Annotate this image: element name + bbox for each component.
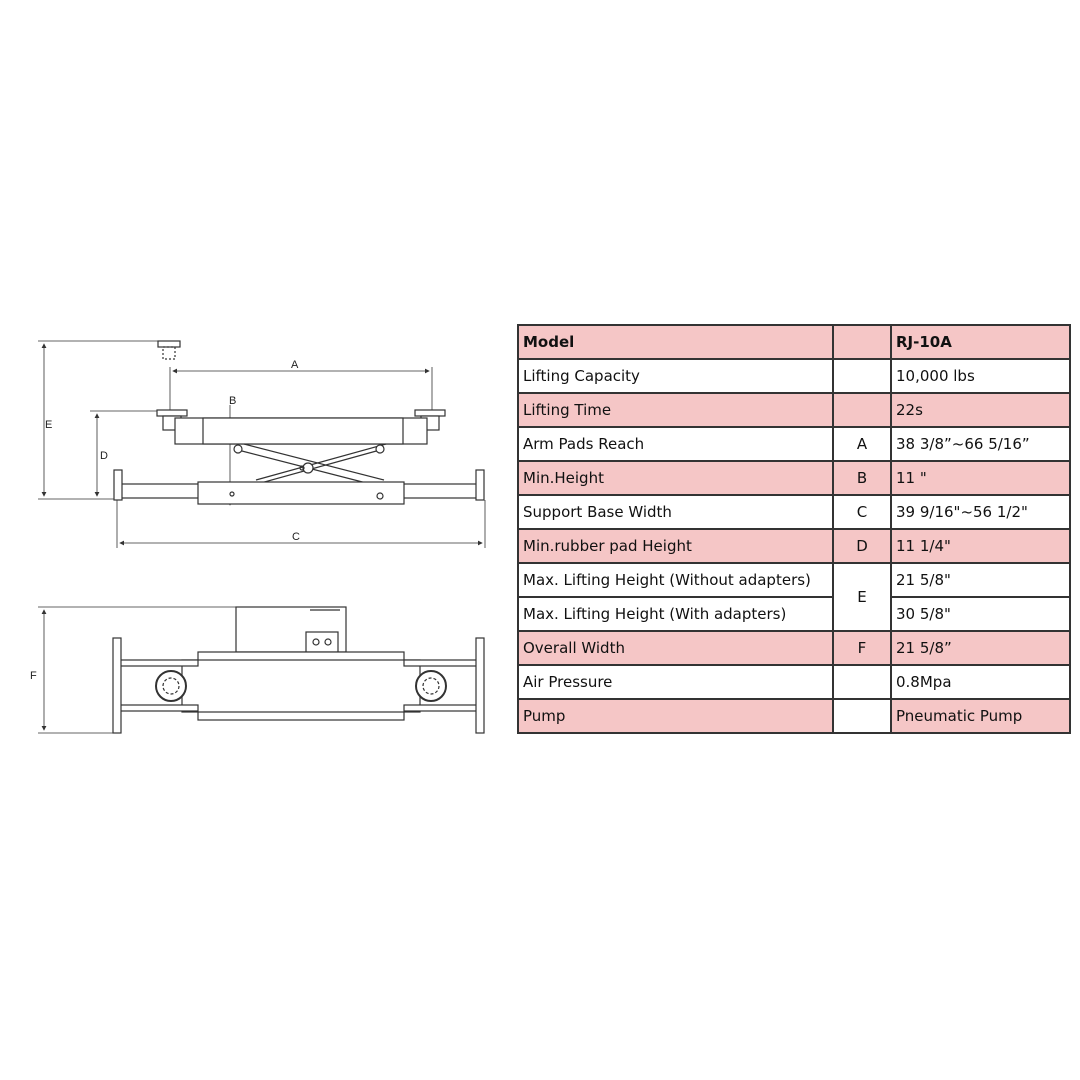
header-value: RJ-10A: [891, 325, 1070, 359]
top-view: [38, 607, 484, 733]
table-row: [518, 359, 1070, 393]
table-row: [518, 495, 1070, 529]
label-f: F: [30, 670, 37, 682]
row-label: Pump: [518, 699, 833, 733]
row-value: 22s: [891, 393, 1070, 427]
row-value: 10,000 lbs: [891, 359, 1070, 393]
table-row: [518, 631, 1070, 665]
label-b: B: [229, 395, 237, 407]
table-header-row: [518, 325, 1070, 359]
label-e: E: [45, 419, 53, 431]
label-d: D: [100, 450, 108, 462]
row-ref: C: [833, 495, 891, 529]
row-label: Arm Pads Reach: [518, 427, 833, 461]
row-ref: [833, 393, 891, 427]
row-value: 39 9/16"~56 1/2": [891, 495, 1070, 529]
label-c: C: [292, 531, 300, 543]
row-value: 11 ": [891, 461, 1070, 495]
row-label: Max. Lifting Height (Without adapters): [518, 563, 833, 597]
row-ref: D: [833, 529, 891, 563]
row-value: 21 5/8”: [891, 631, 1070, 665]
row-label: Max. Lifting Height (With adapters): [518, 597, 833, 631]
row-label: Support Base Width: [518, 495, 833, 529]
table-row: [518, 563, 1070, 597]
table-row: [518, 699, 1070, 733]
row-value: 38 3/8”~66 5/16”: [891, 427, 1070, 461]
side-view: [38, 341, 485, 548]
row-ref: [833, 359, 891, 393]
row-ref: A: [833, 427, 891, 461]
row-ref: [833, 699, 891, 733]
table-row: [518, 393, 1070, 427]
jack-diagram: [0, 0, 510, 1080]
table-row: [518, 665, 1070, 699]
row-ref: [833, 665, 891, 699]
row-label: Lifting Capacity: [518, 359, 833, 393]
header-ref: [833, 325, 891, 359]
row-label: Air Pressure: [518, 665, 833, 699]
spec-table: [517, 324, 1071, 734]
table-row: [518, 529, 1070, 563]
table-row: [518, 427, 1070, 461]
row-label: Overall Width: [518, 631, 833, 665]
row-value: Pneumatic Pump: [891, 699, 1070, 733]
row-value: 30 5/8": [891, 597, 1070, 631]
header-label: Model: [518, 325, 833, 359]
row-label: Min.Height: [518, 461, 833, 495]
row-value: 0.8Mpa: [891, 665, 1070, 699]
row-ref: B: [833, 461, 891, 495]
row-label: Min.rubber pad Height: [518, 529, 833, 563]
row-ref: F: [833, 631, 891, 665]
row-label: Lifting Time: [518, 393, 833, 427]
label-a: A: [291, 359, 299, 371]
row-value: 11 1/4": [891, 529, 1070, 563]
table-row: [518, 597, 1070, 631]
table-row: [518, 461, 1070, 495]
row-ref: E: [833, 563, 891, 631]
row-value: 21 5/8": [891, 563, 1070, 597]
